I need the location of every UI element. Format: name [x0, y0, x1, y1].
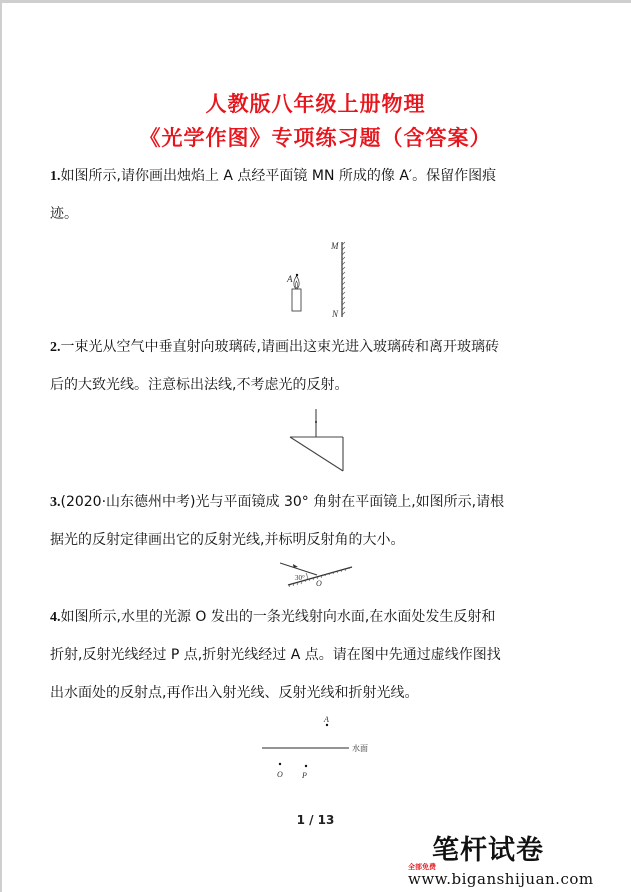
svg-text:水面: 水面	[352, 744, 368, 753]
svg-text:M: M	[331, 241, 339, 251]
question-text-line: (2020·山东德州中考)光与平面镜成 30° 角射在平面镜上,如图所示,请根	[60, 494, 505, 510]
svg-text:N: N	[332, 309, 339, 319]
question-text-line: 如图所示,水里的光源 O 发出的一条光线射向水面,在水面处发生反射和	[60, 609, 496, 625]
svg-text:O: O	[277, 770, 283, 779]
question-1	[50, 166, 595, 224]
watermark	[400, 828, 630, 888]
figure-glass-prism	[270, 400, 370, 480]
title-line-2: 《光学作图》专项练习题（含答案）	[139, 126, 492, 150]
question-text-line: 据光的反射定律画出它的反射光线,并标明反射角的大小。	[50, 532, 405, 548]
question-text-line: 一束光从空气中垂直射向玻璃砖,请画出这束光进入玻璃砖和离开玻璃砖	[60, 339, 499, 355]
question-3	[50, 492, 595, 550]
question-text-line: 后的大致光线。注意标出法线,不考虑光的反射。	[50, 377, 349, 393]
watermark-tag: 全部免费	[408, 863, 436, 871]
watermark-url: www.biganshijuan.com	[408, 870, 594, 888]
question-text-line: 迹。	[50, 206, 78, 222]
svg-text:O: O	[316, 579, 322, 588]
page-border-top	[0, 0, 631, 3]
question-number: 3.	[50, 495, 61, 510]
question-number: 4.	[50, 610, 61, 625]
page-number: 1 / 13	[296, 813, 335, 827]
figure-water-surface	[250, 705, 380, 780]
question-text-line: 折射,反射光线经过 P 点,折射光线经过 A 点。请在图中先通过虚线作图找	[50, 647, 501, 663]
question-2	[50, 337, 595, 395]
svg-text:P: P	[302, 771, 307, 780]
question-text-line: 出水面处的反射点,再作出入射光线、反射光线和折射光线。	[50, 685, 419, 701]
figure-candle-mirror	[270, 235, 370, 325]
svg-text:A: A	[287, 274, 293, 284]
figure-mirror-incident-ray	[280, 555, 390, 595]
svg-text:30°: 30°	[295, 574, 305, 582]
title-line-1: 人教版八年级上册物理	[205, 92, 426, 116]
watermark-brand: 笔杆试卷	[432, 835, 544, 866]
question-text-line: 如图所示,请你画出烛焰上 A 点经平面镜 MN 所成的像 A′。保留作图痕	[60, 168, 497, 184]
question-number: 1.	[50, 169, 61, 184]
question-4	[50, 607, 595, 703]
svg-text:A: A	[324, 715, 329, 724]
question-number: 2.	[50, 340, 61, 355]
